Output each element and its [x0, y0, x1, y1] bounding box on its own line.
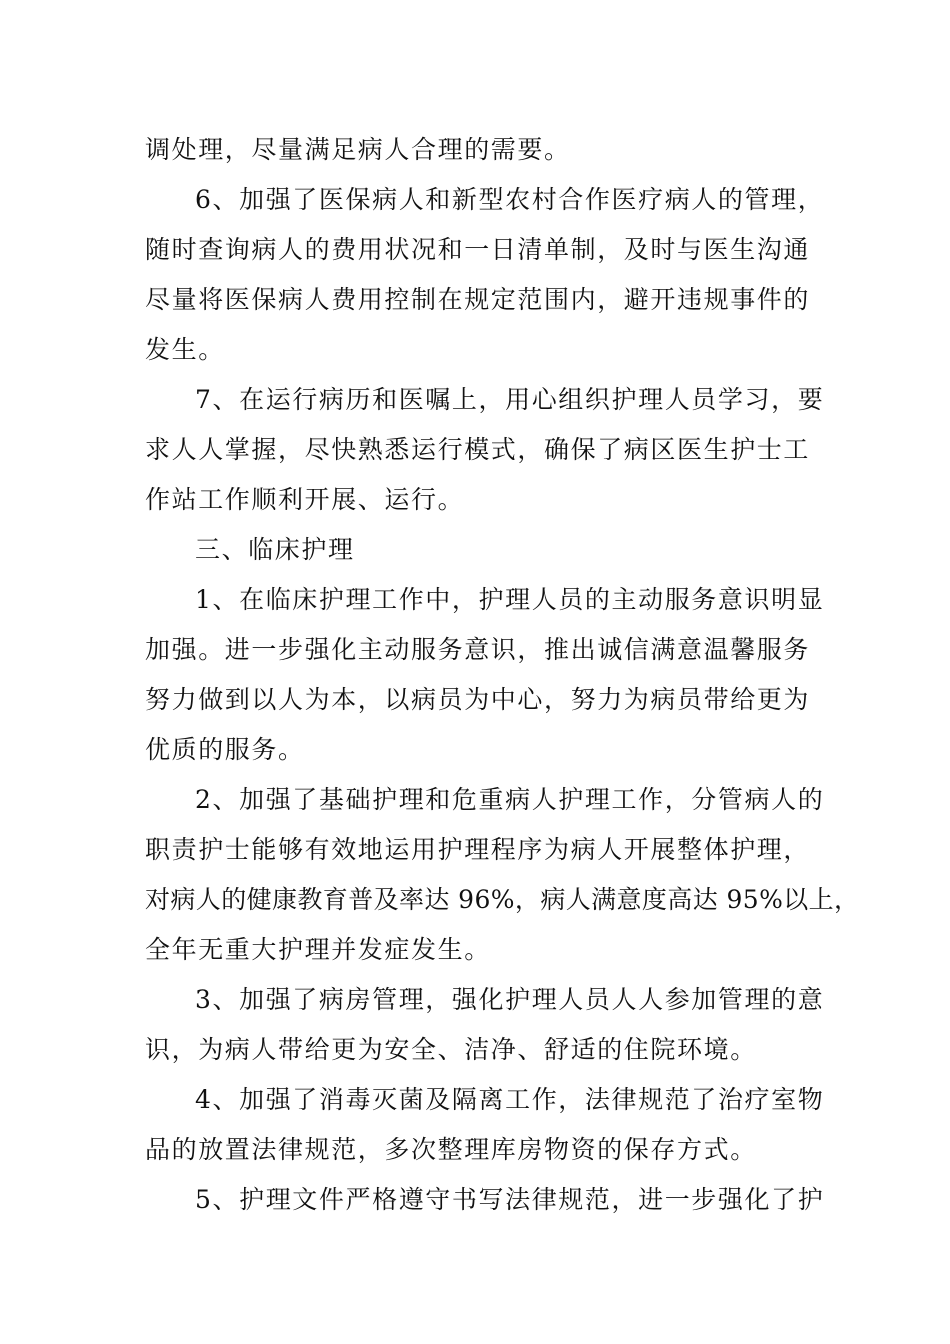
paragraph-3-line-1: 3、加强了病房管理，强化护理人员人人参加管理的意 [195, 985, 825, 1014]
text-line: 随时查询病人的费用状况和一日清单制，及时与医生沟通 [145, 235, 811, 264]
paragraph-5-line-1: 5、护理文件严格遵守书写法律规范，进一步强化了护 [195, 1185, 825, 1214]
paragraph-7-line-1: 7、在运行病历和医嘱上，用心组织护理人员学习，要 [195, 385, 825, 414]
text-line: 加强。进一步强化主动服务意识，推出诚信满意温馨服务 [145, 635, 811, 664]
text-line: 努力做到以人为本，以病员为中心，努力为病员带给更为 [145, 685, 811, 714]
text-line: 作站工作顺利开展、运行。 [145, 485, 465, 514]
section-heading: 三、临床护理 [195, 535, 355, 564]
text-line: 职责护士能够有效地运用护理程序为病人开展整体护理， [145, 835, 811, 864]
paragraph-2-line-1: 2、加强了基础护理和危重病人护理工作，分管病人的 [195, 785, 825, 814]
paragraph-4-line-1: 4、加强了消毒灭菌及隔离工作，法律规范了治疗室物 [195, 1085, 825, 1114]
text-line: 对病人的健康教育普及率达 96%，病人满意度高达 95%以上， [145, 885, 860, 914]
text-line: 品的放置法律规范，多次整理库房物资的保存方式。 [145, 1135, 757, 1164]
text-line: 尽量将医保病人费用控制在规定范围内，避开违规事件的 [145, 285, 811, 314]
text-line: 全年无重大护理并发症发生。 [145, 935, 491, 964]
text-line: 调处理，尽量满足病人合理的需要。 [145, 135, 571, 164]
text-line: 求人人掌握，尽快熟悉运行模式，确保了病区医生护士工 [145, 435, 811, 464]
paragraph-1-line-1: 1、在临床护理工作中，护理人员的主动服务意识明显 [195, 585, 825, 614]
paragraph-6-line-1: 6、加强了医保病人和新型农村合作医疗病人的管理， [195, 185, 825, 214]
text-line: 优质的服务。 [145, 735, 305, 764]
text-line: 发生。 [145, 335, 225, 364]
text-line: 识，为病人带给更为安全、洁净、舒适的住院环境。 [145, 1035, 757, 1064]
